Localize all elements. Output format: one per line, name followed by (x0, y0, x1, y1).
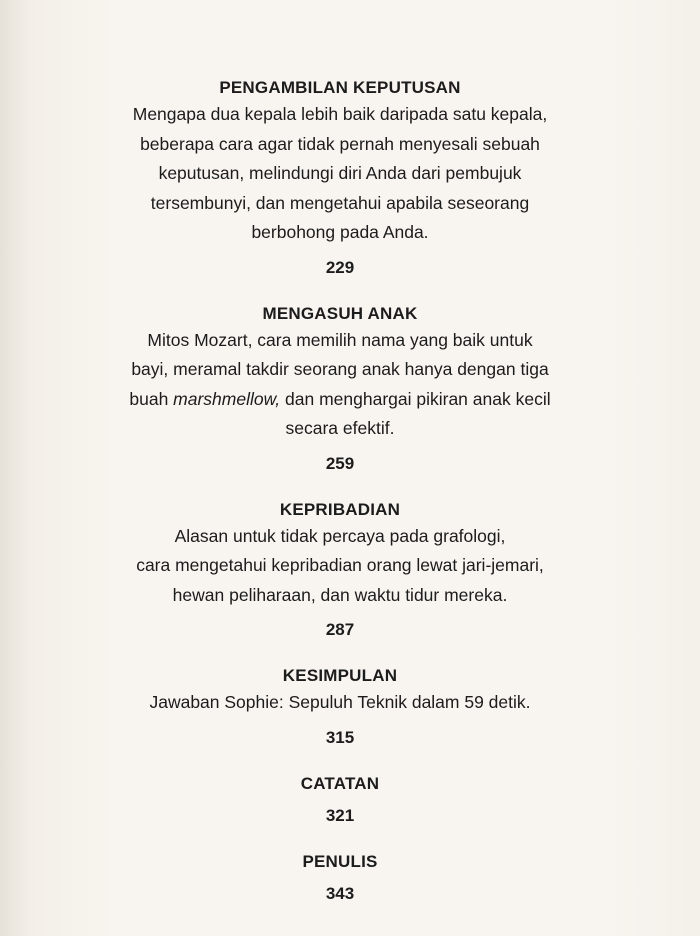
section-description-line: Mengapa dua kepala lebih baik daripada satu kepala, (132, 104, 548, 124)
section-description-line: hewan peliharaan, dan waktu tidur mereka. (172, 584, 508, 605)
page-number: 315 (325, 727, 355, 747)
section-heading: CATATAN (300, 773, 380, 793)
section-heading: KEPRIBADIAN (279, 499, 401, 519)
toc-entry-pengambilan-keputusan (100, 76, 580, 280)
toc-entry-kesimpulan (100, 664, 580, 750)
section-description-line: beberapa cara agar tidak pernah menyesali sebuah (140, 133, 540, 154)
section-heading: PENGAMBILAN KEPUTUSAN (219, 78, 461, 97)
section-description-line: cara mengetahui kepribadian orang lewat jari-jemari, (136, 555, 544, 575)
toc-entry-mengasuh-anak (100, 302, 580, 476)
toc-entry-penulis (100, 850, 580, 906)
section-description-line: bayi, meramal takdir seorang anak hanya dengan tiga (131, 359, 549, 379)
page-number: 287 (325, 620, 355, 639)
toc-entry-catatan (100, 772, 580, 828)
section-description-line: secara efektif. (285, 418, 395, 438)
section-description-line: tersembunyi, dan mengetahui apabila seseorang (150, 192, 530, 213)
section-heading: PENULIS (302, 851, 378, 871)
section-heading: KESIMPULAN (282, 666, 398, 685)
section-description-line (100, 385, 580, 415)
table-of-contents (100, 76, 580, 906)
page-number: 259 (325, 453, 355, 473)
section-description-line: Mitos Mozart, cara memilih nama yang baik untuk (147, 329, 533, 350)
page-number: 343 (325, 883, 355, 903)
italic-word: marshmellow, (173, 388, 281, 409)
section-heading: MENGASUH ANAK (262, 303, 418, 323)
section-description-line: berbohong pada Anda. (251, 222, 429, 242)
section-description-line: Jawaban Sophie: Sepuluh Teknik dalam 59 detik. (149, 692, 531, 712)
line-text: buah (129, 388, 174, 409)
section-description-line: keputusan, melindungi diri Anda dari pembujuk (158, 163, 522, 183)
page-number: 321 (325, 805, 355, 825)
page-number: 229 (325, 257, 355, 277)
toc-entry-kepribadian (100, 498, 580, 643)
line-text: dan menghargai pikiran anak kecil (280, 388, 551, 409)
section-description-line: Alasan untuk tidak percaya pada grafologi, (174, 525, 506, 546)
